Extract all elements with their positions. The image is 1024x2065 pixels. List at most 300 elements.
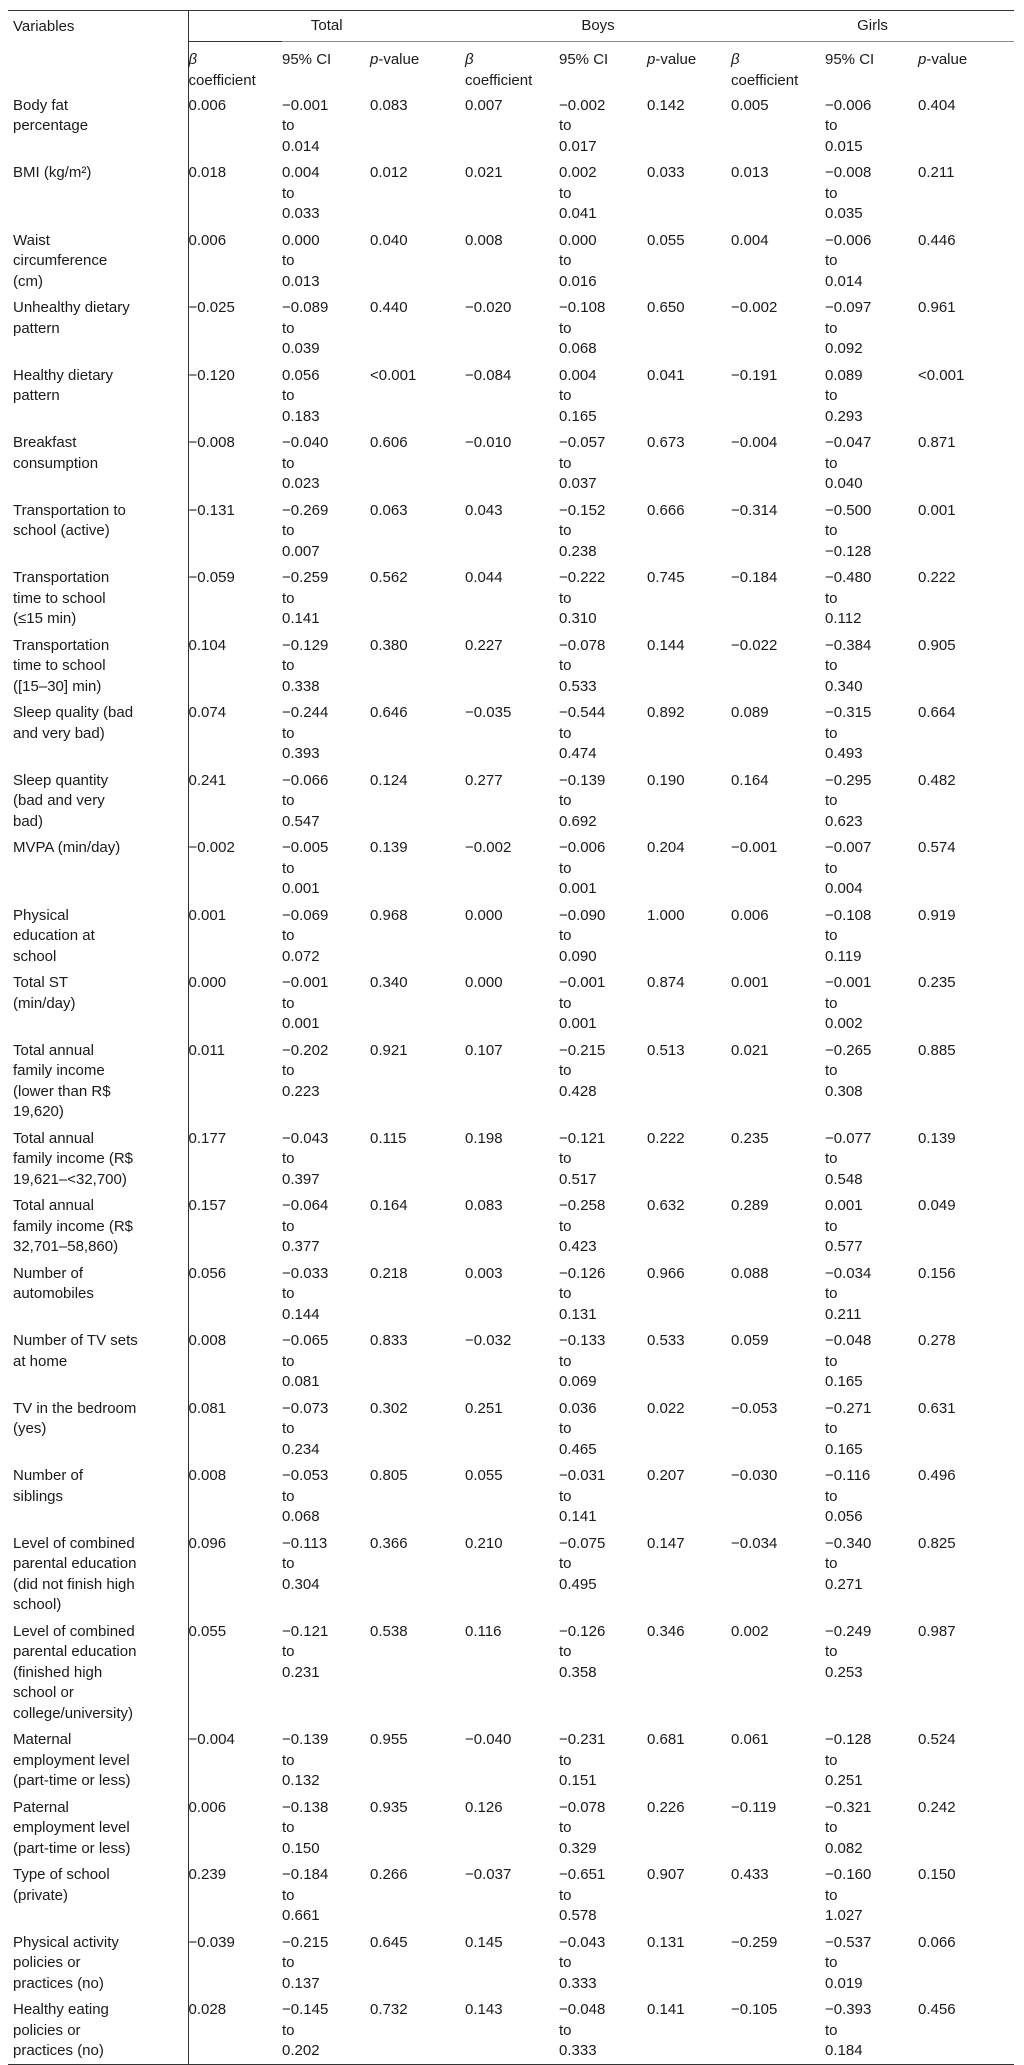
- ci-boys: [559, 1327, 647, 1395]
- pvalue-total: 0.063: [370, 501, 408, 519]
- header-beta-girls: [731, 42, 825, 92]
- ci-to: to: [825, 859, 838, 877]
- pvalue-boys: 0.907: [647, 1866, 685, 1883]
- ci-upper: 0.253: [825, 1663, 863, 1681]
- variable-name: [8, 497, 188, 565]
- ci-boys: [559, 1618, 647, 1727]
- table-row: [8, 699, 1014, 767]
- table-row: [8, 1327, 1014, 1395]
- ci-total: [282, 564, 370, 632]
- ci-to: to: [282, 1555, 295, 1572]
- beta-boys: 0.198: [465, 1129, 503, 1147]
- pvalue-girls: 0.482: [918, 771, 956, 789]
- ci-girls: [825, 1327, 918, 1395]
- ci-lower: 0.000: [282, 231, 320, 249]
- variable-name-line: policies or: [13, 2021, 81, 2039]
- ci-lower: −0.053: [282, 1467, 329, 1484]
- pvalue-boys: 0.142: [647, 96, 685, 114]
- ci-upper: 0.310: [559, 610, 597, 627]
- beta-total: 0.104: [188, 636, 227, 654]
- ci-lower: −0.231: [559, 1731, 606, 1748]
- ci-lower: −0.108: [559, 299, 606, 316]
- pvalue-boys: 0.022: [647, 1399, 685, 1417]
- variable-name: [8, 362, 188, 430]
- variable-name: [8, 1929, 188, 1997]
- variable-name-line: (part-time or less): [13, 1839, 131, 1857]
- pvalue-girls: 0.235: [918, 974, 956, 991]
- ci-boys: [559, 834, 647, 902]
- pvalue-boys: 0.673: [647, 434, 685, 451]
- variable-name: [8, 902, 188, 970]
- beta-girls: 0.164: [731, 771, 769, 789]
- ci-boys: [559, 294, 647, 362]
- variable-name-line: pattern: [13, 387, 60, 404]
- ci-girls: [825, 1192, 918, 1260]
- pvalue-boys: 0.533: [647, 1332, 685, 1349]
- ci-lower: −0.315: [825, 704, 872, 721]
- ci-lower: −0.651: [559, 1866, 606, 1883]
- ci-girls: [825, 834, 918, 902]
- ci-upper: 0.092: [825, 340, 863, 357]
- beta-boys: −0.020: [465, 299, 512, 316]
- ci-total: [282, 1125, 370, 1193]
- ci-to: to: [282, 724, 295, 742]
- pvalue-total: 0.040: [370, 231, 408, 249]
- ci-lower: 0.036: [559, 1399, 597, 1417]
- beta-total: 0.006: [188, 1798, 227, 1816]
- ci-boys: [559, 699, 647, 767]
- pvalue-girls: 0.404: [918, 96, 956, 114]
- ci-lower: −0.145: [282, 2001, 329, 2018]
- ci-to: to: [559, 1886, 572, 1904]
- ci-girls: [825, 632, 918, 700]
- ci-girls: [825, 1996, 918, 2064]
- ci-to: to: [825, 252, 838, 269]
- beta-total: 0.011: [188, 1041, 225, 1059]
- ci-total: [282, 767, 370, 835]
- table-row: [8, 969, 1014, 1037]
- ci-to: to: [282, 1420, 295, 1437]
- ci-lower: −0.001: [282, 96, 329, 114]
- ci-upper: 0.304: [282, 1575, 320, 1593]
- ci-upper: 0.271: [825, 1575, 863, 1593]
- pvalue-total: 0.805: [370, 1467, 408, 1484]
- beta-boys: 0.000: [465, 974, 503, 991]
- ci-boys: [559, 1125, 647, 1193]
- header-beta-boys: [465, 42, 559, 92]
- ci-lower: −0.031: [559, 1467, 606, 1484]
- ci-lower: −0.002: [559, 96, 606, 114]
- ci-to: to: [825, 454, 838, 472]
- beta-girls: −0.004: [731, 434, 778, 451]
- beta-girls: −0.053: [731, 1399, 778, 1417]
- beta-girls: 0.001: [731, 974, 769, 991]
- variable-name: [8, 1794, 188, 1862]
- pvalue-girls: <0.001: [918, 366, 965, 384]
- variable-name-line: TV in the bedroom: [13, 1399, 137, 1417]
- table-row: [8, 1037, 1014, 1125]
- beta-boys: 0.126: [465, 1798, 503, 1816]
- ci-total: [282, 1037, 370, 1125]
- beta-symbol: β: [465, 51, 474, 68]
- ci-lower: −0.043: [559, 1933, 606, 1951]
- beta-girls: −0.105: [731, 1996, 825, 2064]
- p-italic: p: [918, 51, 927, 68]
- beta-girls: 0.004: [731, 231, 769, 249]
- ci-lower: −0.007: [825, 839, 872, 856]
- variable-name-line: ([15–30] min): [13, 677, 102, 695]
- variable-name-line: Healthy eating: [13, 2001, 109, 2018]
- table-row: [8, 1260, 1014, 1328]
- ci-total: [282, 1260, 370, 1328]
- ci-lower: −0.001: [825, 974, 872, 991]
- variable-name-line: Total annual: [13, 1041, 94, 1059]
- ci-lower: −0.480: [825, 569, 872, 586]
- ci-to: to: [282, 1217, 295, 1235]
- variable-name-line: 19,621–<32,700): [13, 1170, 127, 1188]
- table-body: [8, 92, 1014, 2065]
- ci-to: to: [825, 1555, 838, 1572]
- ci-lower: −0.244: [282, 704, 329, 721]
- variable-name-line: and very bad): [13, 724, 105, 742]
- ci-lower: −0.215: [559, 1041, 606, 1059]
- ci-lower: −0.393: [825, 2001, 872, 2018]
- beta-boys: −0.035: [465, 704, 512, 721]
- p-rest: -value: [655, 51, 697, 68]
- table-row: [8, 1125, 1014, 1193]
- beta-total: 0.177: [188, 1129, 227, 1147]
- ci-girls: [825, 1462, 918, 1530]
- beta-boys: −0.010: [465, 434, 512, 451]
- ci-lower: −0.340: [825, 1534, 872, 1552]
- ci-to: to: [825, 1150, 838, 1167]
- beta-girls: −0.259: [731, 1933, 778, 1951]
- pvalue-girls: 0.049: [918, 1197, 956, 1214]
- ci-lower: −0.006: [825, 96, 872, 114]
- ci-to: to: [282, 859, 295, 877]
- ci-total: [282, 159, 370, 227]
- ci-boys: [559, 227, 647, 295]
- ci-lower: −0.047: [825, 434, 872, 451]
- ci-lower: −0.006: [559, 839, 606, 856]
- ci-upper: 0.039: [282, 340, 320, 357]
- ci-upper: 0.013: [282, 272, 320, 290]
- ci-lower: −0.001: [559, 974, 606, 991]
- variable-name-line: Maternal: [13, 1731, 72, 1748]
- ci-lower: −0.271: [825, 1399, 872, 1417]
- pvalue-girls: 0.524: [918, 1731, 956, 1748]
- ci-boys: [559, 159, 647, 227]
- ci-total: [282, 1462, 370, 1530]
- variable-name-line: automobiles: [13, 1285, 94, 1302]
- ci-to: to: [825, 1643, 838, 1660]
- variable-name-line: 19,620): [13, 1103, 64, 1120]
- pvalue-girls: 0.961: [918, 299, 956, 316]
- ci-to: to: [559, 454, 572, 472]
- ci-to: to: [559, 1285, 572, 1302]
- pvalue-girls: 0.222: [918, 569, 956, 586]
- ci-boys: [559, 92, 647, 160]
- variable-name-line: (min/day): [13, 994, 76, 1012]
- pvalue-boys: 0.190: [647, 771, 685, 789]
- ci-to: to: [559, 1643, 572, 1660]
- beta-girls: 0.013: [731, 164, 769, 181]
- ci-upper: 0.016: [559, 272, 597, 290]
- ci-to: to: [825, 1751, 838, 1769]
- pvalue-boys: 0.666: [647, 501, 685, 519]
- variable-name-line: pattern: [13, 319, 60, 337]
- variable-name-line: employment level: [13, 1751, 130, 1769]
- variable-name-line: family income (R$: [13, 1217, 134, 1235]
- ci-upper: 0.493: [825, 745, 863, 762]
- pvalue-girls: 0.156: [918, 1264, 956, 1282]
- ci-lower: −0.129: [282, 636, 329, 654]
- pvalue-total: 0.139: [370, 839, 408, 856]
- ci-lower: −0.006: [825, 231, 872, 249]
- ci-to: to: [282, 1954, 295, 1971]
- ci-girls: [825, 767, 918, 835]
- ci-to: to: [559, 1420, 572, 1437]
- ci-to: to: [825, 387, 838, 404]
- ci-upper: 0.081: [282, 1373, 320, 1390]
- ci-lower: −0.064: [282, 1197, 329, 1214]
- ci-girls: [825, 564, 918, 632]
- ci-to: to: [282, 252, 295, 269]
- beta-total: −0.120: [188, 366, 235, 384]
- ci-boys: [559, 1996, 647, 2064]
- ci-upper: 0.223: [282, 1082, 320, 1100]
- ci-girls: [825, 1929, 918, 1997]
- variable-name-line: Breakfast: [13, 434, 77, 451]
- ci-to: to: [825, 792, 838, 809]
- ci-upper: 0.014: [825, 272, 863, 290]
- ci-lower: −0.269: [282, 501, 329, 519]
- variable-name-line: Total annual: [13, 1197, 94, 1214]
- ci-to: to: [282, 994, 295, 1012]
- pvalue-total: 0.340: [370, 974, 408, 991]
- p-rest: -value: [926, 51, 968, 68]
- pvalue-boys: 0.892: [647, 704, 685, 721]
- ci-to: to: [282, 1643, 295, 1660]
- beta-boys: 0.000: [465, 906, 503, 924]
- ci-lower: −0.295: [825, 771, 872, 789]
- pvalue-total: 0.218: [370, 1264, 408, 1282]
- beta-total: 0.000: [188, 974, 227, 991]
- ci-upper: 0.137: [282, 1974, 320, 1992]
- pvalue-boys: 0.513: [647, 1041, 685, 1059]
- ci-upper: 0.578: [559, 1907, 597, 1924]
- variable-name-line: at home: [13, 1352, 68, 1370]
- ci-total: [282, 1996, 370, 2064]
- beta-boys: 0.044: [465, 569, 503, 586]
- variable-name-line: parental education: [13, 1643, 137, 1660]
- ci-upper: 0.151: [559, 1772, 597, 1789]
- pvalue-total: 0.645: [370, 1933, 408, 1951]
- variable-name: [8, 429, 188, 497]
- ci-lower: −0.065: [282, 1332, 329, 1349]
- pvalue-girls: 0.871: [918, 434, 956, 451]
- variable-name: [8, 1861, 188, 1929]
- pvalue-total: 0.164: [370, 1197, 408, 1214]
- ci-to: to: [825, 927, 838, 944]
- variable-name-line: Sleep quantity: [13, 771, 109, 789]
- ci-to: to: [282, 2021, 295, 2039]
- ci-upper: 0.231: [282, 1663, 320, 1681]
- ci-lower: −0.202: [282, 1041, 329, 1059]
- ci-total: [282, 902, 370, 970]
- beta-boys: −0.040: [465, 1731, 512, 1748]
- header-ci-boys: 95% CI: [559, 42, 647, 92]
- beta-girls: −0.191: [731, 366, 778, 384]
- beta-girls: −0.001: [731, 839, 778, 856]
- ci-lower: −0.537: [825, 1933, 872, 1951]
- ci-lower: −0.138: [282, 1798, 329, 1816]
- ci-upper: 0.165: [825, 1440, 863, 1458]
- variable-name-line: Transportation: [13, 569, 110, 586]
- ci-upper: 0.183: [282, 407, 320, 425]
- beta-total: 0.239: [188, 1866, 227, 1883]
- beta-boys: 0.210: [465, 1534, 503, 1552]
- variable-name: [8, 92, 188, 160]
- ci-boys: [559, 969, 647, 1037]
- ci-girls: [825, 1125, 918, 1193]
- ci-upper: 0.548: [825, 1170, 863, 1188]
- ci-upper: 0.377: [282, 1238, 320, 1255]
- variable-name: [8, 1327, 188, 1395]
- ci-to: to: [825, 2021, 838, 2039]
- beta-boys: −0.037: [465, 1866, 512, 1883]
- table-row: [8, 1861, 1014, 1929]
- beta-boys: 0.083: [465, 1197, 503, 1214]
- pvalue-girls: 0.001: [918, 501, 956, 519]
- header-beta-total: [188, 42, 282, 92]
- ci-to: to: [282, 1886, 295, 1904]
- variable-name-line: (≤15 min): [13, 610, 77, 627]
- ci-upper: 0.184: [825, 2042, 863, 2059]
- ci-upper: −0.128: [825, 542, 872, 560]
- ci-to: to: [825, 1487, 838, 1505]
- variable-name-line: percentage: [13, 117, 89, 134]
- ci-total: [282, 834, 370, 902]
- ci-lower: −0.005: [282, 839, 329, 856]
- variable-name: [8, 767, 188, 835]
- pvalue-total: 0.732: [370, 1996, 465, 2064]
- ci-girls: [825, 159, 918, 227]
- ci-upper: 0.056: [825, 1508, 863, 1525]
- ci-to: to: [282, 387, 295, 404]
- pvalue-total: <0.001: [370, 366, 417, 384]
- ci-boys: [559, 1462, 647, 1530]
- variable-name-line: policies or: [13, 1954, 81, 1971]
- ci-girls: [825, 227, 918, 295]
- ci-upper: 0.358: [559, 1663, 597, 1681]
- ci-lower: −0.048: [825, 1332, 872, 1349]
- pvalue-total: 0.833: [370, 1332, 408, 1349]
- pvalue-total: 0.440: [370, 299, 408, 316]
- pvalue-girls: 0.987: [918, 1622, 956, 1640]
- ci-lower: −0.090: [559, 906, 606, 924]
- ci-to: to: [282, 1285, 295, 1302]
- beta-boys: −0.084: [465, 366, 512, 384]
- pvalue-total: 0.302: [370, 1399, 408, 1417]
- table-row: [8, 1726, 1014, 1794]
- ci-to: to: [559, 184, 572, 202]
- ci-to: to: [825, 1217, 838, 1235]
- beta-total: −0.039: [188, 1933, 235, 1951]
- ci-total: [282, 294, 370, 362]
- ci-upper: 0.533: [559, 677, 597, 695]
- pvalue-girls: 0.066: [918, 1933, 956, 1951]
- table-row: [8, 1996, 1014, 2064]
- ci-to: to: [825, 1886, 838, 1904]
- ci-girls: [825, 1260, 918, 1328]
- ci-to: to: [559, 252, 572, 269]
- ci-girls: [825, 1861, 918, 1929]
- ci-to: to: [282, 927, 295, 944]
- ci-lower: 0.056: [282, 366, 320, 384]
- ci-lower: −0.133: [559, 1332, 606, 1349]
- ci-lower: −0.222: [559, 569, 606, 586]
- regression-table: [8, 10, 1014, 2065]
- variable-name: [8, 227, 188, 295]
- ci-boys: [559, 1726, 647, 1794]
- pvalue-girls: 0.211: [918, 164, 955, 181]
- ci-to: to: [282, 1487, 295, 1505]
- variable-name: [8, 1037, 188, 1125]
- beta-girls: −0.030: [731, 1467, 778, 1484]
- ci-total: [282, 1726, 370, 1794]
- ci-upper: 0.428: [559, 1082, 597, 1100]
- ci-total: [282, 1530, 370, 1618]
- pvalue-boys: 0.222: [647, 1129, 685, 1147]
- p-italic: p: [647, 51, 656, 68]
- pvalue-total: 0.646: [370, 704, 408, 721]
- variable-name: [8, 699, 188, 767]
- ci-to: to: [559, 2021, 572, 2039]
- beta-total: 0.006: [188, 96, 227, 114]
- pvalue-girls: 0.446: [918, 231, 956, 249]
- variable-name-line: education at: [13, 927, 95, 944]
- ci-to: to: [559, 724, 572, 742]
- ci-lower: −0.113: [282, 1534, 328, 1552]
- pvalue-girls: 0.496: [918, 1467, 956, 1484]
- variable-name: [8, 1125, 188, 1193]
- beta-girls: 0.005: [731, 96, 769, 114]
- ci-to: to: [825, 994, 838, 1012]
- ci-lower: −0.040: [282, 434, 329, 451]
- ci-girls: [825, 969, 918, 1037]
- beta-girls: 0.235: [731, 1129, 769, 1147]
- variable-name: [8, 564, 188, 632]
- ci-to: to: [559, 1150, 572, 1167]
- variable-name: [8, 1618, 188, 1727]
- ci-to: to: [282, 184, 295, 202]
- pvalue-boys: 0.681: [647, 1731, 685, 1748]
- table-row: [8, 227, 1014, 295]
- ci-upper: 0.692: [559, 812, 597, 830]
- ci-total: [282, 1929, 370, 1997]
- ci-to: to: [282, 454, 295, 472]
- ci-total: [282, 92, 370, 160]
- beta-girls: 0.089: [731, 704, 769, 721]
- ci-to: to: [825, 657, 838, 674]
- pvalue-girls: 0.242: [918, 1798, 956, 1816]
- pvalue-girls: 0.278: [918, 1332, 956, 1349]
- pvalue-total: 0.606: [370, 434, 408, 451]
- ci-upper: 0.517: [559, 1170, 597, 1188]
- table-row: [8, 1530, 1014, 1618]
- variable-name-line: practices (no): [13, 2042, 104, 2059]
